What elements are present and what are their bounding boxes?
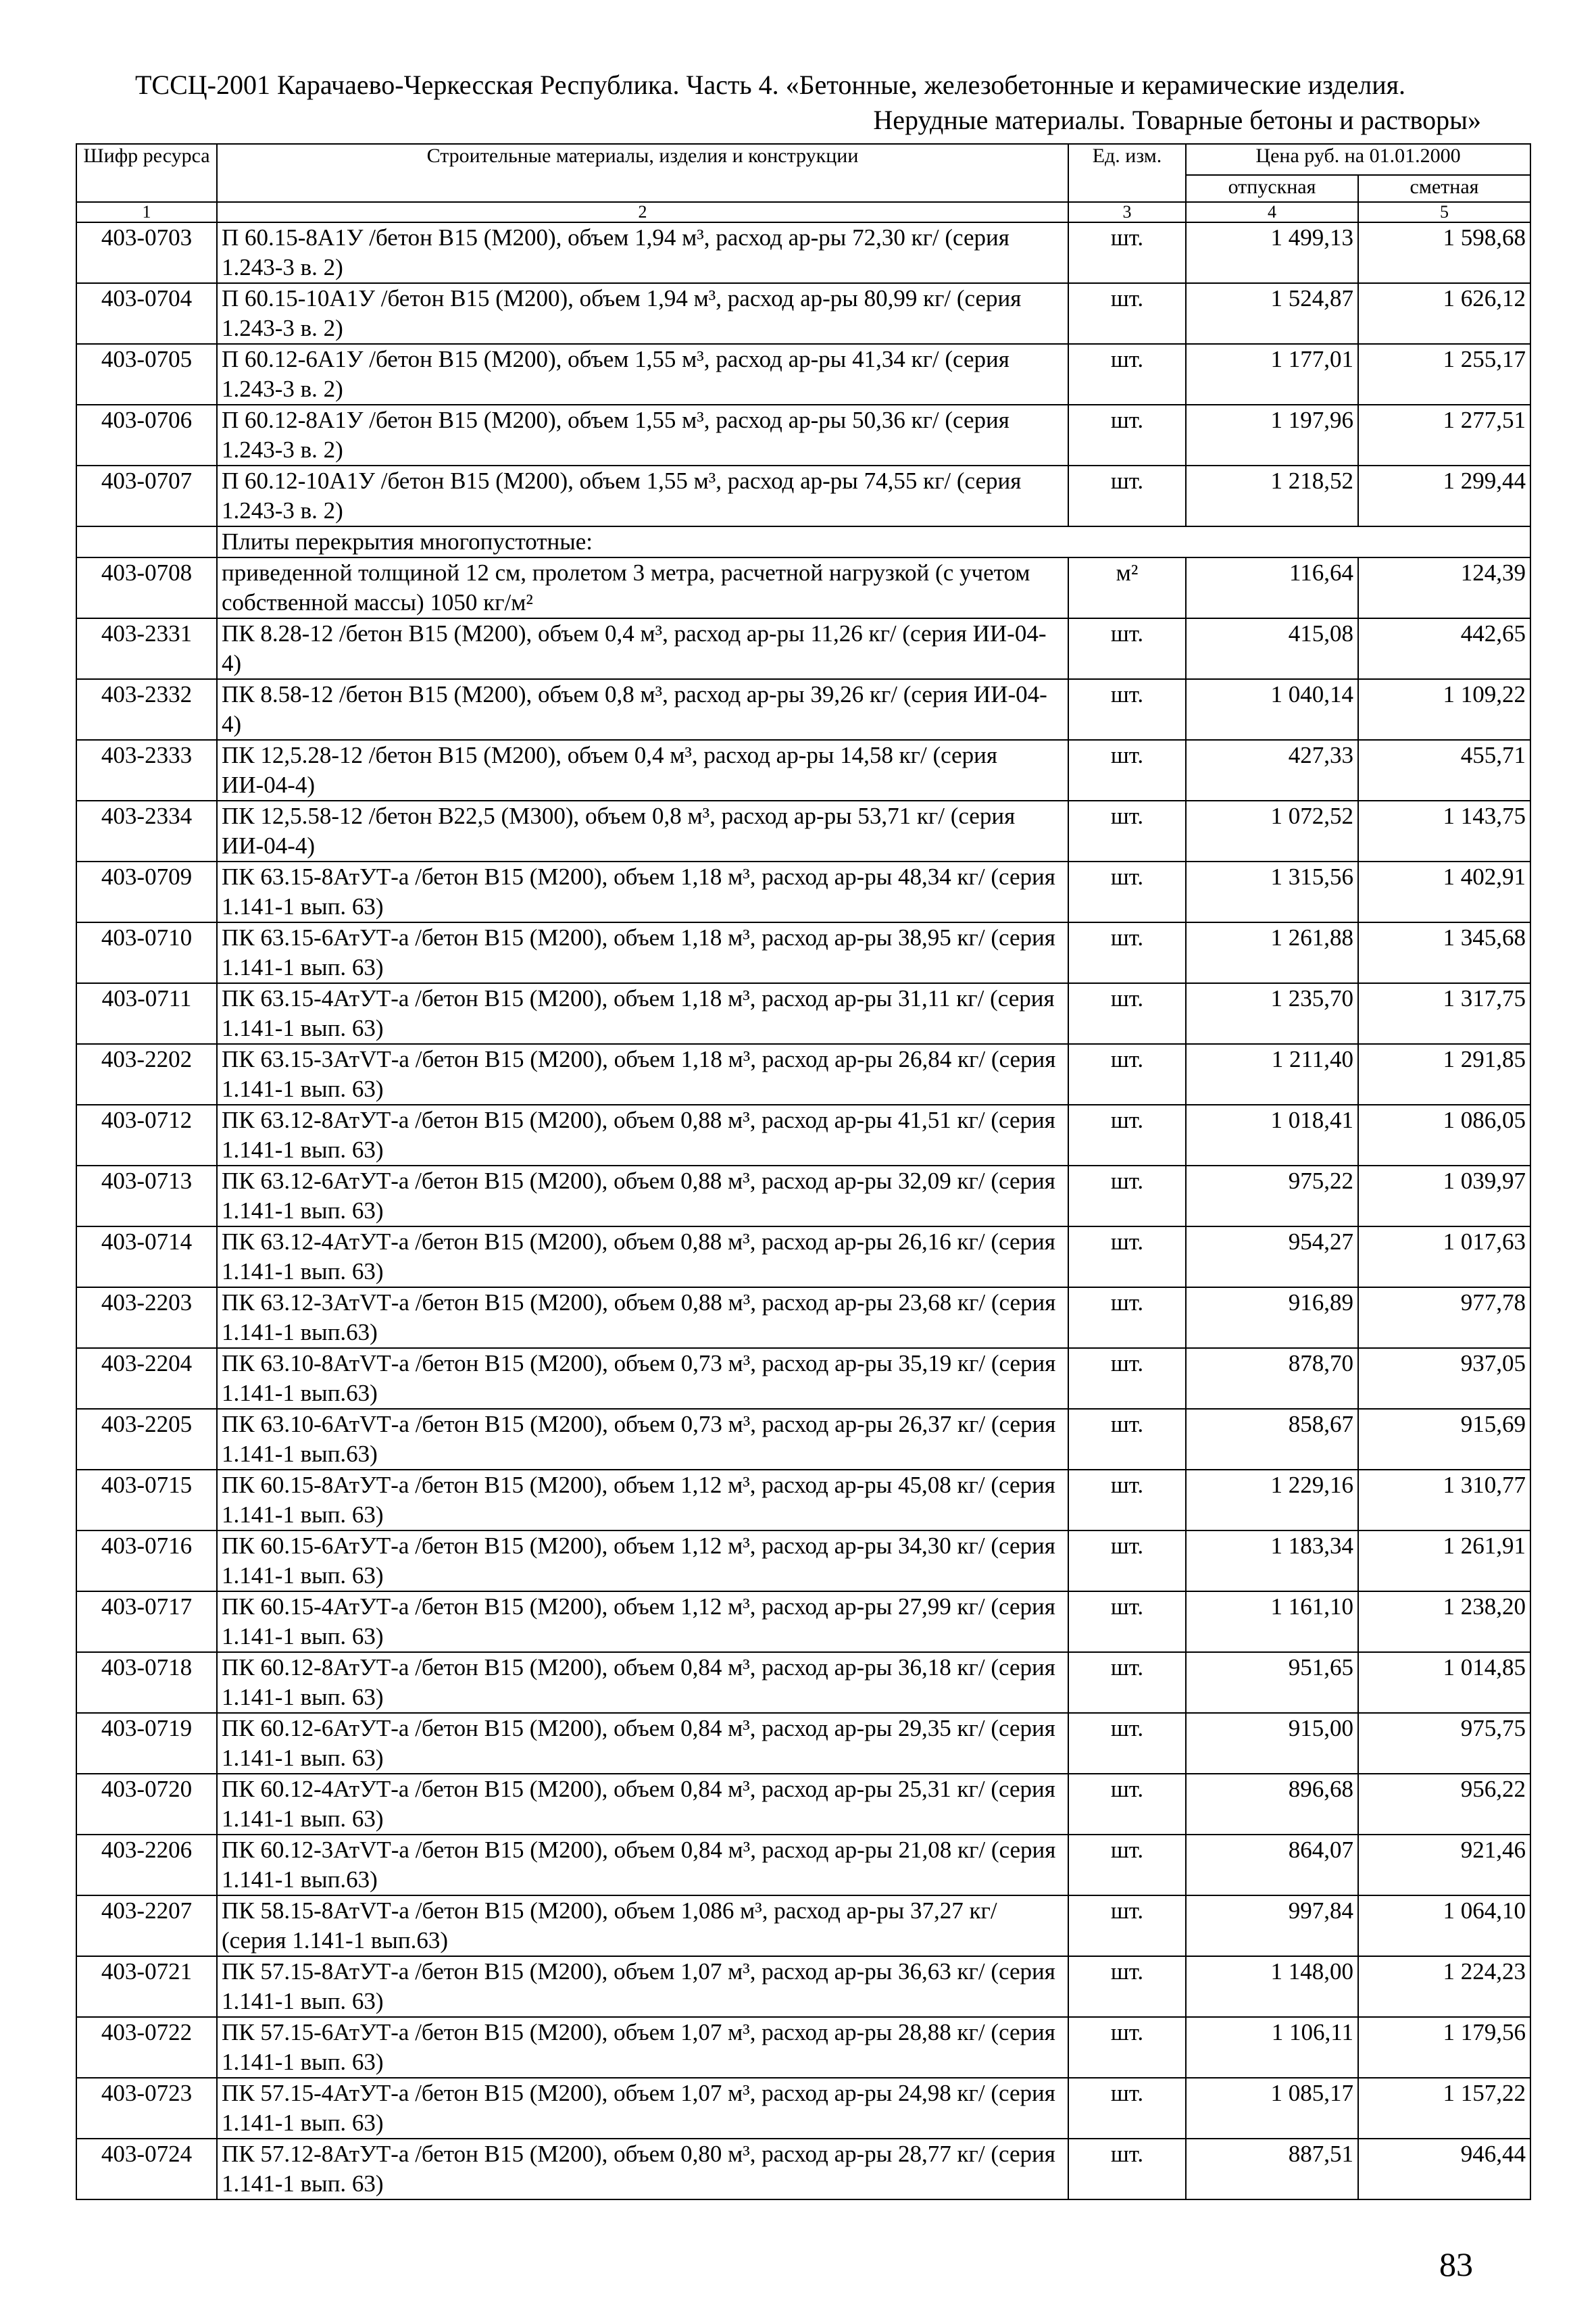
table-row — [76, 618, 1530, 679]
release-price: 1 040,14 — [1186, 679, 1358, 740]
material-name: ПК 8.28-12 /бетон В15 (М200), объем 0,4 м³, расход ар-ры 11,26 кг/ (серия ИИ-04-4) — [217, 618, 1068, 679]
table-row — [76, 1591, 1530, 1652]
resource-code: 403-0711 — [76, 983, 217, 1044]
table-row — [76, 1774, 1530, 1835]
table-row — [76, 466, 1530, 526]
table-row — [76, 1470, 1530, 1530]
material-name: ПК 63.12-8АтУТ-а /бетон В15 (М200), объем 0,88 м³, расход ар-ры 41,51 кг/ (серия 1.141-1 вып. 63) — [217, 1105, 1068, 1166]
table-row — [76, 740, 1530, 801]
material-name: ПК 12,5.28-12 /бетон В15 (М200), объем 0,4 м³, расход ар-ры 14,58 кг/ (серия ИИ-04-4) — [217, 740, 1068, 801]
release-price: 116,64 — [1186, 557, 1358, 618]
release-price: 1 229,16 — [1186, 1470, 1358, 1530]
release-price: 1 499,13 — [1186, 222, 1358, 283]
estimate-price: 1 224,23 — [1358, 1956, 1530, 2017]
resource-code: 403-2203 — [76, 1287, 217, 1348]
material-name: ПК 12,5.58-12 /бетон В22,5 (М300), объем 0,8 м³, расход ар-ры 53,71 кг/ (серия ИИ-04-4) — [217, 801, 1068, 862]
table-row — [76, 1713, 1530, 1774]
estimate-price: 1 238,20 — [1358, 1591, 1530, 1652]
table-body-a — [76, 222, 1530, 526]
material-name: ПК 63.15-6АтУТ-а /бетон В15 (М200), объем 1,18 м³, расход ар-ры 38,95 кг/ (серия 1.141-1 вып. 63) — [217, 922, 1068, 983]
release-price: 1 183,34 — [1186, 1530, 1358, 1591]
material-name: ПК 57.12-8АтУТ-а /бетон В15 (М200), объем 0,80 м³, расход ар-ры 28,77 кг/ (серия 1.141-1 вып. 63) — [217, 2139, 1068, 2199]
estimate-price: 1 157,22 — [1358, 2078, 1530, 2139]
estimate-price: 1 109,22 — [1358, 679, 1530, 740]
table-row — [76, 1835, 1530, 1895]
unit: шт. — [1068, 1409, 1186, 1470]
table-row — [76, 1652, 1530, 1713]
release-price: 1 161,10 — [1186, 1591, 1358, 1652]
estimate-price: 1 299,44 — [1358, 466, 1530, 526]
unit: шт. — [1068, 983, 1186, 1044]
material-name: ПК 63.12-4АтУТ-а /бетон В15 (М200), объем 0,88 м³, расход ар-ры 26,16 кг/ (серия 1.141-1 вып. 63) — [217, 1226, 1068, 1287]
unit: шт. — [1068, 2078, 1186, 2139]
section-row — [76, 526, 1530, 557]
release-price: 1 315,56 — [1186, 862, 1358, 922]
unit: шт. — [1068, 1226, 1186, 1287]
resource-code: 403-0712 — [76, 1105, 217, 1166]
table-row — [76, 2139, 1530, 2199]
table-row — [76, 1348, 1530, 1409]
table-row — [76, 1105, 1530, 1166]
header-code: Шифр ресурса — [76, 144, 217, 202]
resource-code: 403-2207 — [76, 1895, 217, 1956]
release-price: 1 211,40 — [1186, 1044, 1358, 1105]
material-name: ПК 60.12-4АтУТ-а /бетон В15 (М200), объем 0,84 м³, расход ар-ры 25,31 кг/ (серия 1.141-1 вып. 63) — [217, 1774, 1068, 1835]
resource-code: 403-0707 — [76, 466, 217, 526]
resource-code: 403-2205 — [76, 1409, 217, 1470]
estimate-price: 956,22 — [1358, 1774, 1530, 1835]
estimate-price: 946,44 — [1358, 2139, 1530, 2199]
material-name: ПК 63.15-4АтУТ-а /бетон В15 (М200), объем 1,18 м³, расход ар-ры 31,11 кг/ (серия 1.141-1 вып. 63) — [217, 983, 1068, 1044]
header-price: Цена руб. на 01.01.2000 — [1186, 144, 1530, 175]
estimate-price: 921,46 — [1358, 1835, 1530, 1895]
table-row — [76, 557, 1530, 618]
material-name: ПК 60.15-4АтУТ-а /бетон В15 (М200), объем 1,12 м³, расход ар-ры 27,99 кг/ (серия 1.141-1 вып. 63) — [217, 1591, 1068, 1652]
release-price: 878,70 — [1186, 1348, 1358, 1409]
column-number: 4 — [1186, 202, 1358, 222]
release-price: 1 261,88 — [1186, 922, 1358, 983]
header-unit: Ед. изм. — [1068, 144, 1186, 202]
table-row — [76, 344, 1530, 405]
estimate-price: 1 626,12 — [1358, 283, 1530, 344]
material-name: ПК 60.12-3АтVТ-а /бетон В15 (М200), объем 0,84 м³, расход ар-ры 21,08 кг/ (серия 1.141-1 вып.63) — [217, 1835, 1068, 1895]
header-release-price: отпускная — [1186, 175, 1358, 202]
unit: шт. — [1068, 222, 1186, 283]
resource-code: 403-0708 — [76, 557, 217, 618]
table-row — [76, 1530, 1530, 1591]
material-name: ПК 60.12-8АтУТ-а /бетон В15 (М200), объем 0,84 м³, расход ар-ры 36,18 кг/ (серия 1.141-1 вып. 63) — [217, 1652, 1068, 1713]
unit: шт. — [1068, 922, 1186, 983]
page-number: 83 — [1439, 2245, 1473, 2283]
material-name: П 60.12-10А1У /бетон В15 (М200), объем 1,55 м³, расход ар-ры 74,55 кг/ (серия 1.243-3 в. 2) — [217, 466, 1068, 526]
table-row — [76, 222, 1530, 283]
material-name: ПК 63.10-6АтVТ-а /бетон В15 (М200), объем 0,73 м³, расход ар-ры 26,37 кг/ (серия 1.141-1 вып.63) — [217, 1409, 1068, 1470]
material-name: ПК 63.15-8АтУТ-а /бетон В15 (М200), объем 1,18 м³, расход ар-ры 48,34 кг/ (серия 1.141-1 вып. 63) — [217, 862, 1068, 922]
material-name: ПК 58.15-8АтVТ-а /бетон В15 (М200), объем 1,086 м³, расход ар-ры 37,27 кг/ (серия 1.141-1 вып.63) — [217, 1895, 1068, 1956]
unit: м² — [1068, 557, 1186, 618]
release-price: 864,07 — [1186, 1835, 1358, 1895]
unit: шт. — [1068, 2017, 1186, 2078]
release-price: 951,65 — [1186, 1652, 1358, 1713]
header-estimate-price: сметная — [1358, 175, 1530, 202]
resource-code: 403-0716 — [76, 1530, 217, 1591]
unit: шт. — [1068, 1348, 1186, 1409]
estimate-price: 1 179,56 — [1358, 2017, 1530, 2078]
resource-code: 403-2333 — [76, 740, 217, 801]
resource-code: 403-0718 — [76, 1652, 217, 1713]
table-row — [76, 922, 1530, 983]
column-number: 2 — [217, 202, 1068, 222]
material-name: ПК 63.10-8АтVТ-а /бетон В15 (М200), объем 0,73 м³, расход ар-ры 35,19 кг/ (серия 1.141-1 вып.63) — [217, 1348, 1068, 1409]
estimate-price: 1 143,75 — [1358, 801, 1530, 862]
estimate-price: 455,71 — [1358, 740, 1530, 801]
column-number: 5 — [1358, 202, 1530, 222]
table-row — [76, 1226, 1530, 1287]
material-name: ПК 60.15-8АтУТ-а /бетон В15 (М200), объем 1,12 м³, расход ар-ры 45,08 кг/ (серия 1.141-1 вып. 63) — [217, 1470, 1068, 1530]
estimate-price: 915,69 — [1358, 1409, 1530, 1470]
release-price: 1 218,52 — [1186, 466, 1358, 526]
price-table — [76, 143, 1531, 2200]
estimate-price: 1 039,97 — [1358, 1166, 1530, 1226]
unit: шт. — [1068, 679, 1186, 740]
estimate-price: 1 291,85 — [1358, 1044, 1530, 1105]
table-row — [76, 1956, 1530, 2017]
resource-code: 403-2206 — [76, 1835, 217, 1895]
table-row — [76, 1287, 1530, 1348]
release-price: 916,89 — [1186, 1287, 1358, 1348]
estimate-price: 1 598,68 — [1358, 222, 1530, 283]
unit: шт. — [1068, 740, 1186, 801]
release-price: 1 197,96 — [1186, 405, 1358, 466]
table-row — [76, 2017, 1530, 2078]
resource-code: 403-0715 — [76, 1470, 217, 1530]
resource-code: 403-0719 — [76, 1713, 217, 1774]
resource-code: 403-0717 — [76, 1591, 217, 1652]
estimate-price: 1 064,10 — [1358, 1895, 1530, 1956]
release-price: 1 524,87 — [1186, 283, 1358, 344]
resource-code: 403-0703 — [76, 222, 217, 283]
unit: шт. — [1068, 344, 1186, 405]
release-price: 415,08 — [1186, 618, 1358, 679]
estimate-price: 1 261,91 — [1358, 1530, 1530, 1591]
unit: шт. — [1068, 1044, 1186, 1105]
unit: шт. — [1068, 1166, 1186, 1226]
estimate-price: 975,75 — [1358, 1713, 1530, 1774]
release-price: 427,33 — [1186, 740, 1358, 801]
table-row — [76, 283, 1530, 344]
resource-code: 403-0724 — [76, 2139, 217, 2199]
material-name: ПК 60.12-6АтУТ-а /бетон В15 (М200), объем 0,84 м³, расход ар-ры 29,35 кг/ (серия 1.141-1 вып. 63) — [217, 1713, 1068, 1774]
material-name: ПК 8.58-12 /бетон В15 (М200), объем 0,8 м³, расход ар-ры 39,26 кг/ (серия ИИ-04-4) — [217, 679, 1068, 740]
unit: шт. — [1068, 405, 1186, 466]
estimate-price: 1 402,91 — [1358, 862, 1530, 922]
release-price: 1 018,41 — [1186, 1105, 1358, 1166]
unit: шт. — [1068, 1470, 1186, 1530]
unit: шт. — [1068, 618, 1186, 679]
resource-code: 403-0721 — [76, 1956, 217, 2017]
material-name: П 60.12-6А1У /бетон В15 (М200), объем 1,55 м³, расход ар-ры 41,34 кг/ (серия 1.243-3 в. 2) — [217, 344, 1068, 405]
resource-code: 403-0714 — [76, 1226, 217, 1287]
release-price: 1 148,00 — [1186, 1956, 1358, 2017]
table-row — [76, 679, 1530, 740]
material-name: П 60.12-8А1У /бетон В15 (М200), объем 1,55 м³, расход ар-ры 50,36 кг/ (серия 1.243-3 в. 2) — [217, 405, 1068, 466]
estimate-price: 1 317,75 — [1358, 983, 1530, 1044]
table-row — [76, 2078, 1530, 2139]
unit: шт. — [1068, 1713, 1186, 1774]
estimate-price: 1 014,85 — [1358, 1652, 1530, 1713]
header-line-1: ТССЦ-2001 Карачаево-Черкесская Республика. Часть 4. «Бетонные, железобетонные и керамические изделия. — [135, 70, 1406, 100]
table-row — [76, 1895, 1530, 1956]
table-row — [76, 1409, 1530, 1470]
estimate-price: 1 277,51 — [1358, 405, 1530, 466]
resource-code: 403-2331 — [76, 618, 217, 679]
unit: шт. — [1068, 1530, 1186, 1591]
unit: шт. — [1068, 1287, 1186, 1348]
release-price: 1 106,11 — [1186, 2017, 1358, 2078]
material-name: ПК 63.12-3АтVТ-а /бетон В15 (М200), объем 0,88 м³, расход ар-ры 23,68 кг/ (серия 1.141-1 вып.63) — [217, 1287, 1068, 1348]
material-name: ПК 60.15-6АтУТ-а /бетон В15 (М200), объем 1,12 м³, расход ар-ры 34,30 кг/ (серия 1.141-1 вып. 63) — [217, 1530, 1068, 1591]
release-price: 915,00 — [1186, 1713, 1358, 1774]
material-name: ПК 57.15-4АтУТ-а /бетон В15 (М200), объем 1,07 м³, расход ар-ры 24,98 кг/ (серия 1.141-1 вып. 63) — [217, 2078, 1068, 2139]
estimate-price: 977,78 — [1358, 1287, 1530, 1348]
section-row-group — [76, 526, 1530, 557]
material-name: П 60.15-10А1У /бетон В15 (М200), объем 1,94 м³, расход ар-ры 80,99 кг/ (серия 1.243-3 в. 2) — [217, 283, 1068, 344]
estimate-price: 937,05 — [1358, 1348, 1530, 1409]
estimate-price: 442,65 — [1358, 618, 1530, 679]
header-name: Строительные материалы, изделия и конструкции — [217, 144, 1068, 202]
unit: шт. — [1068, 1835, 1186, 1895]
unit: шт. — [1068, 1774, 1186, 1835]
material-name: П 60.15-8А1У /бетон В15 (М200), объем 1,94 м³, расход ар-ры 72,30 кг/ (серия 1.243-3 в. 2) — [217, 222, 1068, 283]
release-price: 997,84 — [1186, 1895, 1358, 1956]
table-body-b — [76, 557, 1530, 2199]
column-number: 1 — [76, 202, 217, 222]
table-row — [76, 1166, 1530, 1226]
material-name: ПК 63.12-6АтУТ-а /бетон В15 (М200), объем 0,88 м³, расход ар-ры 32,09 кг/ (серия 1.141-1 вып. 63) — [217, 1166, 1068, 1226]
resource-code: 403-2332 — [76, 679, 217, 740]
release-price: 954,27 — [1186, 1226, 1358, 1287]
resource-code: 403-2202 — [76, 1044, 217, 1105]
resource-code: 403-0723 — [76, 2078, 217, 2139]
resource-code: 403-0709 — [76, 862, 217, 922]
material-name: ПК 57.15-6АтУТ-а /бетон В15 (М200), объем 1,07 м³, расход ар-ры 28,88 кг/ (серия 1.141-1 вып. 63) — [217, 2017, 1068, 2078]
release-price: 1 177,01 — [1186, 344, 1358, 405]
document-header — [81, 68, 1481, 138]
resource-code: 403-0720 — [76, 1774, 217, 1835]
release-price: 975,22 — [1186, 1166, 1358, 1226]
column-number: 3 — [1068, 202, 1186, 222]
resource-code: 403-0710 — [76, 922, 217, 983]
table-row — [76, 1044, 1530, 1105]
material-name: ПК 57.15-8АтУТ-а /бетон В15 (М200), объем 1,07 м³, расход ар-ры 36,63 кг/ (серия 1.141-1 вып. 63) — [217, 1956, 1068, 2017]
resource-code: 403-2204 — [76, 1348, 217, 1409]
resource-code: 403-2334 — [76, 801, 217, 862]
resource-code: 403-0722 — [76, 2017, 217, 2078]
release-price: 1 072,52 — [1186, 801, 1358, 862]
unit: шт. — [1068, 1105, 1186, 1166]
unit: шт. — [1068, 466, 1186, 526]
unit: шт. — [1068, 2139, 1186, 2199]
estimate-price: 124,39 — [1358, 557, 1530, 618]
resource-code: 403-0705 — [76, 344, 217, 405]
header-line-2: Нерудные материалы. Товарные бетоны и растворы» — [873, 105, 1481, 135]
resource-code: 403-0704 — [76, 283, 217, 344]
unit: шт. — [1068, 1956, 1186, 2017]
estimate-price: 1 017,63 — [1358, 1226, 1530, 1287]
release-price: 1 085,17 — [1186, 2078, 1358, 2139]
unit: шт. — [1068, 801, 1186, 862]
table-row — [76, 983, 1530, 1044]
release-price: 896,68 — [1186, 1774, 1358, 1835]
resource-code: 403-0706 — [76, 405, 217, 466]
estimate-price: 1 310,77 — [1358, 1470, 1530, 1530]
table-row — [76, 405, 1530, 466]
resource-code: 403-0713 — [76, 1166, 217, 1226]
release-price: 858,67 — [1186, 1409, 1358, 1470]
material-name: приведенной толщиной 12 см, пролетом 3 метра, расчетной нагрузкой (с учетом собственной массы) 1050 кг/м² — [217, 557, 1068, 618]
estimate-price: 1 345,68 — [1358, 922, 1530, 983]
unit: шт. — [1068, 1895, 1186, 1956]
estimate-price: 1 255,17 — [1358, 344, 1530, 405]
release-price: 1 235,70 — [1186, 983, 1358, 1044]
estimate-price: 1 086,05 — [1358, 1105, 1530, 1166]
material-name: ПК 63.15-3АтVТ-а /бетон В15 (М200), объем 1,18 м³, расход ар-ры 26,84 кг/ (серия 1.141-1 вып. 63) — [217, 1044, 1068, 1105]
unit: шт. — [1068, 1652, 1186, 1713]
unit: шт. — [1068, 862, 1186, 922]
release-price: 887,51 — [1186, 2139, 1358, 2199]
table-row — [76, 801, 1530, 862]
section-title: Плиты перекрытия многопустотные: — [217, 526, 1530, 557]
unit: шт. — [1068, 283, 1186, 344]
table-row — [76, 862, 1530, 922]
unit: шт. — [1068, 1591, 1186, 1652]
